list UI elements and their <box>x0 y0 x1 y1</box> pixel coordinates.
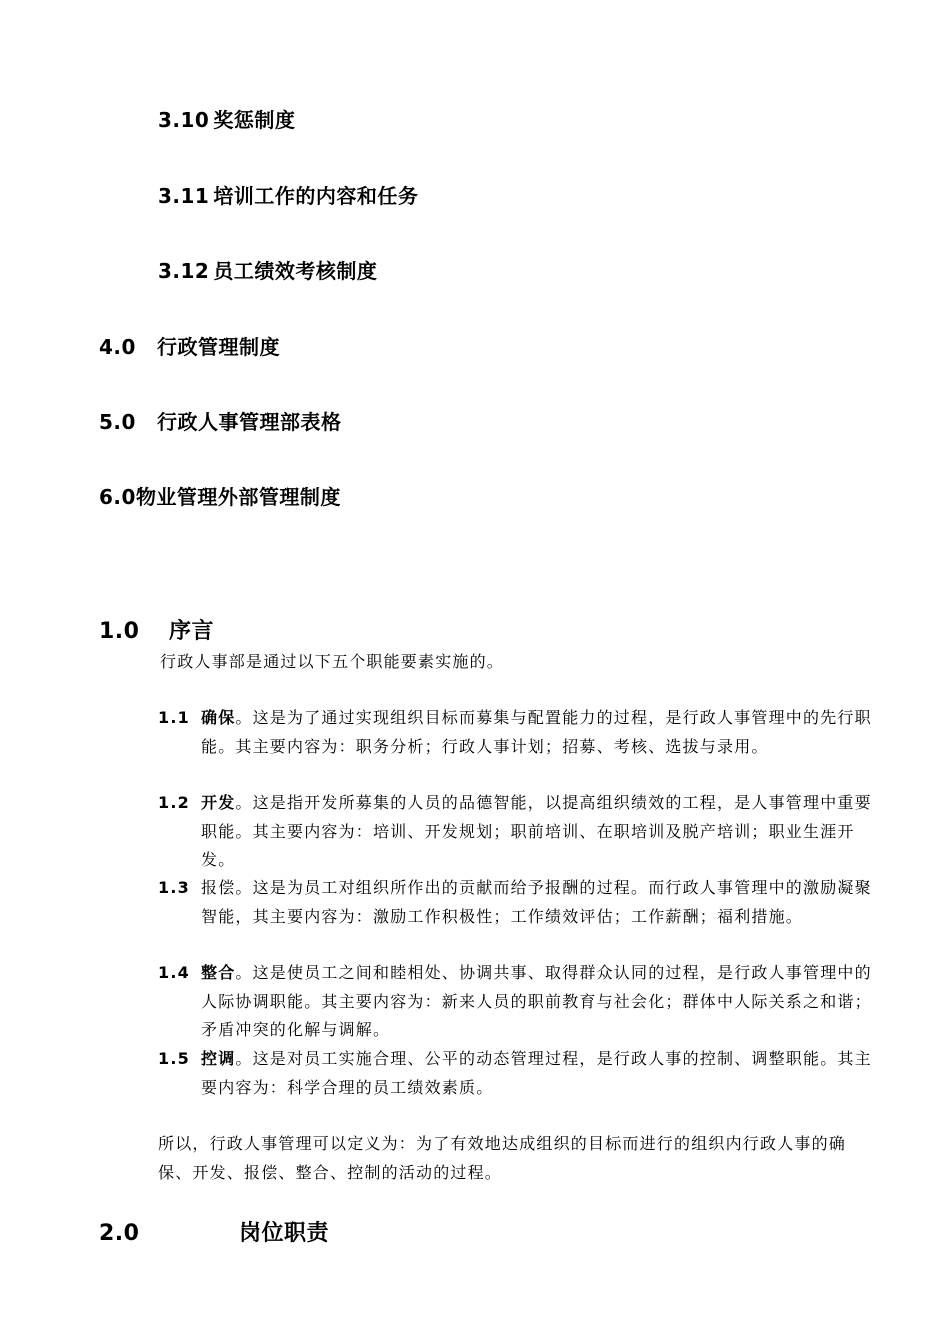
list-item-number: 1.2 <box>158 793 190 812</box>
toc-item-label: 培训工作的内容和任务 <box>213 184 419 208</box>
section-heading-2 <box>99 1216 329 1247</box>
list-item-keyword: 确保 <box>201 708 236 727</box>
list-item-1-2 <box>158 789 878 875</box>
toc-item-label: 行政管理制度 <box>157 335 280 359</box>
toc-item-3-12 <box>158 255 377 284</box>
toc-item-6-0 <box>99 481 341 510</box>
list-item-keyword: 整合 <box>201 963 236 982</box>
section-intro: 行政人事部是通过以下五个职能要素实施的。 <box>160 652 505 671</box>
section-title: 序言 <box>169 619 215 644</box>
section-heading-1 <box>99 614 214 645</box>
toc-item-4-0 <box>99 331 280 360</box>
section-number: 2.0 <box>99 1221 140 1246</box>
list-item-number: 1.1 <box>158 708 190 727</box>
list-item-text: 。这是指开发所募集的人员的品德智能，以提高组织绩效的工程，是人事管理中重要职能。其主要内容为：培训、开发规划；职前培训、在职培训及脱产培训；职业生涯开发。 <box>201 793 872 869</box>
toc-item-3-11 <box>158 180 418 209</box>
toc-item-label: 物业管理外部管理制度 <box>135 485 341 509</box>
list-item-text: 。这是对员工实施合理、公平的动态管理过程，是行政人事的控制、调整职能。其主要内容为：科学合理的员工绩效素质。 <box>201 1049 872 1097</box>
toc-item-number: 4.0 <box>99 335 136 359</box>
toc-item-number: 3.10 <box>158 108 210 132</box>
list-item-1-3 <box>158 874 878 931</box>
toc-item-number: 5.0 <box>99 410 136 434</box>
list-item-text: 报偿。这是为员工对组织所作出的贡献而给予报酬的过程。而行政人事管理中的激励凝聚智能，其主要内容为：激励工作积极性；工作绩效评估；工作薪酬；福利措施。 <box>201 878 872 926</box>
toc-item-number: 3.12 <box>158 259 210 283</box>
section-summary: 所以，行政人事管理可以定义为：为了有效地达成组织的目标而进行的组织内行政人事的确保、开发、报偿、整合、控制的活动的过程。 <box>158 1134 847 1182</box>
list-item-keyword: 开发 <box>201 793 236 812</box>
toc-item-5-0 <box>99 406 342 435</box>
list-item-1-1 <box>158 704 878 761</box>
list-item-text: 。这是为了通过实现组织目标而募集与配置能力的过程，是行政人事管理中的先行职能。其主要内容为：职务分析；行政人事计划；招募、考核、选拔与录用。 <box>201 708 872 756</box>
list-item-1-5 <box>158 1045 878 1102</box>
list-item-number: 1.4 <box>158 963 190 982</box>
list-item-number: 1.5 <box>158 1049 190 1068</box>
toc-item-label: 奖惩制度 <box>213 108 296 132</box>
list-item-text: 。这是使员工之间和睦相处、协调共事、取得群众认同的过程，是行政人事管理中的人际协调职能。其主要内容为：新来人员的职前教育与社会化；群体中人际关系之和谐；矛盾冲突的化解与调解。 <box>201 963 872 1039</box>
list-item-keyword: 控调 <box>201 1049 236 1068</box>
toc-item-number: 3.11 <box>158 184 210 208</box>
list-item-number: 1.3 <box>158 878 190 897</box>
list-item-1-4 <box>158 959 878 1045</box>
section-title: 岗位职责 <box>239 1221 330 1246</box>
toc-item-3-10 <box>158 104 295 133</box>
section-number: 1.0 <box>99 619 140 644</box>
toc-item-number: 6.0 <box>99 485 136 509</box>
toc-item-label: 行政人事管理部表格 <box>157 410 342 434</box>
toc-item-label: 员工绩效考核制度 <box>213 259 378 283</box>
